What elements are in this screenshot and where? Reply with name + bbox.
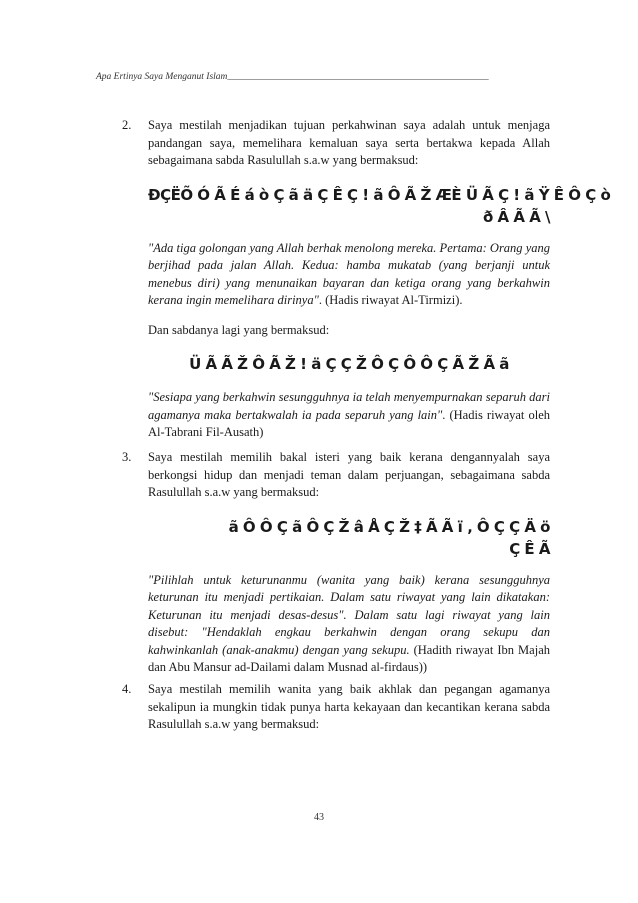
list-item-2 — [122, 117, 611, 442]
arabic-text-line: Ç Ê Ã — [509, 539, 550, 558]
arabic-text-line: ð Â Ã Ã \ — [483, 207, 550, 226]
item-number: 2. — [122, 118, 132, 132]
hadith-translation — [148, 389, 550, 442]
item-number: 4. — [122, 682, 132, 696]
item-text: Saya mestilah memilih wanita yang baik akhlak dan pegangan agamanya sekalipun ia mungkin tidak punya harta kekayaan dan kecantikan kerana sabda Rasulullah s.a.w yang bermaksud: — [148, 682, 550, 731]
hadith-translation — [148, 240, 550, 310]
page-number: 43 — [314, 812, 324, 823]
hadith-source: (Hadith riwayat Ibn Majah dan Abu Mansur ad-Dailami dalam Musnad al-firdaus)) — [148, 642, 550, 674]
list-item-4 — [122, 681, 550, 734]
hadith-translation — [148, 572, 550, 677]
transition-text: Dan sabdanya lagi yang bermaksud: — [148, 322, 330, 337]
item-text: Saya mestilah menjadikan tujuan perkahwinan saya adalah untuk menjaga pandangan saya, memelihara kemaluan saya serta bertakwa kepada Allah sebagaimana sabda Rasulullah s.a.w yang bermaksud: — [148, 118, 550, 167]
list-item-3 — [122, 449, 550, 677]
hadith-source: . (Hadis riwayat Al-Tirmizi). — [318, 293, 463, 307]
hadith-source: . (Hadis riwayat oleh Al-Tabrani Fil-Ausath) — [148, 407, 551, 439]
hadith-quote: "Sesiapa yang berkahwin sesungguhnya ia telah menyempurnakan separuh dari agamanya maka bertakwalah ia pada separuh yang lain" — [148, 390, 550, 422]
arabic-text-line: ÐÇËÕ Ó Ã É á ò Ç ã ä Ç Ê Ç ! ã Ô Ã Ž ÆÈ Ü Ã Ç ! ã Ÿ Ê Ô Ç ò — [148, 185, 611, 204]
item-number: 3. — [122, 450, 132, 464]
arabic-text-line: ã Ô Ô Ç ã Ô Ç Ž â Å Ç Ž ‡ Ã Ã ï ‚ Ô Ç Ç Ä ö — [228, 517, 550, 536]
arabic-text-line: Ü Ã Ã Ž Ô Ã Ž ! ä Ç Ç Ž Ô Ç Ô Ô Ç Ã Ž Ã ã — [189, 355, 509, 373]
running-header: Apa Ertinya Saya Menganut Islam_______________________________________________________ — [96, 72, 489, 82]
hadith-quote: "Ada tiga golongan yang Allah berhak menolong mereka. Pertama: Orang yang berjihad pada jalan Allah. Kedua: hamba mukatab (yang berjanji untuk menebus diri) yang menunaikan bayaran dan ketiga orang yang berkahwin kerana ingin memelihara dirinya" — [148, 240, 550, 307]
item-text: Saya mestilah memilih bakal isteri yang baik kerana dengannyalah saya berkongsi hidup dan menjadi teman dalam perjuangan, sebagaimana sabda Rasulullah s.a.w yang bermaksud: — [148, 450, 550, 499]
hadith-quote: "Pilihlah untuk keturunanmu (wanita yang baik) kerana sesungguhnya keturunan itu menjadi pertikaian. Dalam satu riwayat yang lain dikatakan: Keturunan itu menjadi desas-desus". Dalam satu lagi riwayat yang lain disebut: "Hendaklah engkau berkahwin dengan orang sekupu dan kahwinkanlah (anak-anakmu) dengan yang sekupu. — [148, 572, 550, 657]
